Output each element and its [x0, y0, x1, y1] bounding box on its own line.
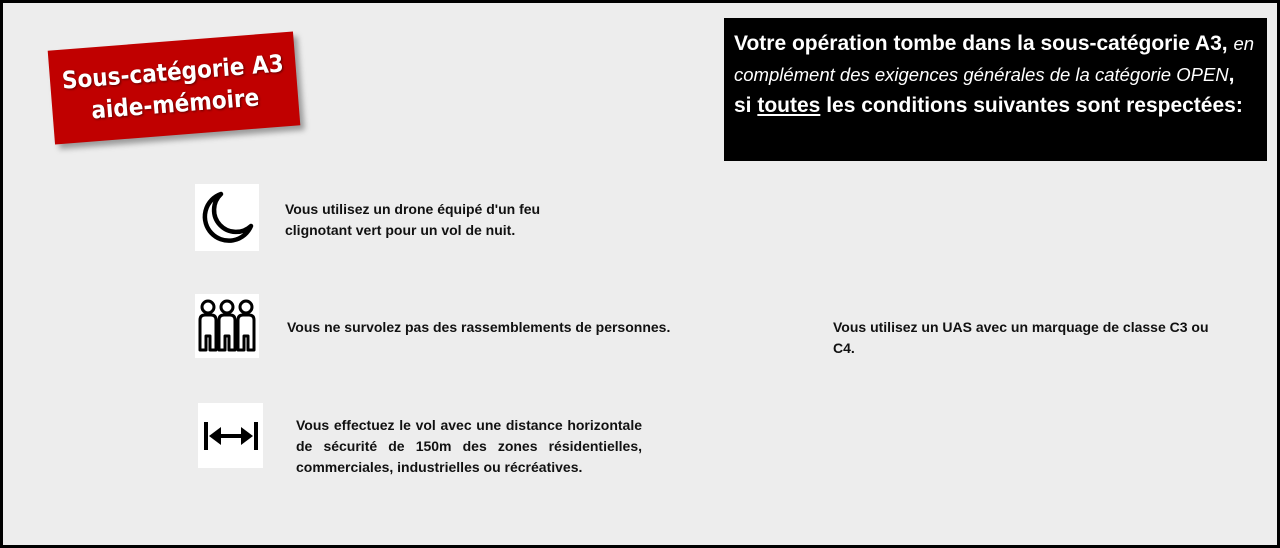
badge-subtitle: aide-mémoire — [90, 83, 261, 125]
distance-icon-box — [198, 403, 263, 468]
subcategory-badge — [48, 31, 301, 144]
badge-title: Sous-catégorie A3 — [60, 49, 285, 95]
condition-distance: Vous effectuez le vol avec une distance horizontale de sécurité de 150m des zones résidentielles, commerciales, industrielles ou récréatives. — [296, 417, 642, 475]
moon-icon — [197, 188, 257, 248]
headline-lead: Votre opération tombe dans la sous-catégorie A3 — [734, 32, 1222, 55]
distance-arrows-icon — [200, 416, 262, 456]
headline-italic-clause: en complément des exigences générales de la catégorie OPEN — [734, 33, 1255, 85]
condition-night-light: Vous utilisez un drone équipé d'un feu clignotant vert pour un vol de nuit. — [285, 201, 541, 238]
people-group-icon — [196, 296, 258, 356]
people-icon-box — [195, 294, 259, 358]
moon-icon-box — [195, 184, 259, 251]
headline-connector: , si — [734, 63, 1235, 117]
headline-underlined-word: toutes — [757, 94, 821, 117]
headline-box — [724, 18, 1267, 161]
headline-tail: les conditions suivantes sont respectées: — [820, 94, 1243, 117]
condition-no-gatherings: Vous ne survolez pas des rassemblements de personnes. — [287, 319, 671, 335]
headline-comma: , — [1221, 32, 1234, 55]
condition-class-marking: Vous utilisez un UAS avec un marquage de classe C3 ou C4. — [833, 319, 1209, 356]
